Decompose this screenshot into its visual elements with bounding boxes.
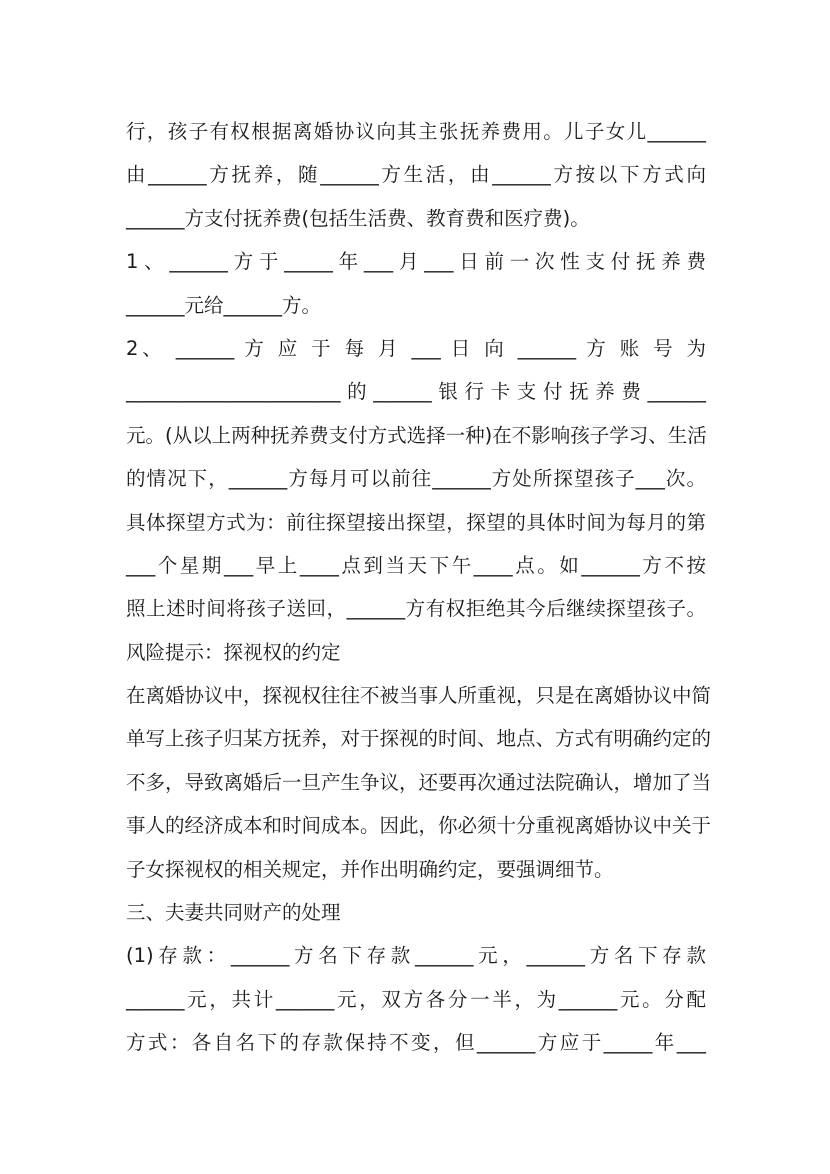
document-line: (1)存款：______方名下存款______元，______方名下存款 — [126, 944, 706, 968]
document-line: 具体探望方式为：前往探望接出探望，探望的具体时间为每月的第 — [126, 510, 706, 534]
document-line: 元。(从以上两种抚养费支付方式选择一种)在不影响孩子学习、生活 — [126, 423, 707, 447]
document-line: ______________________的______银行卡支付抚养费______ — [126, 380, 706, 404]
document-line: 2、 ______ 方 应 于 每 月 ___ 日 向 ______ 方 账 号 为 — [126, 336, 706, 360]
document-line: 事人的经济成本和时间成本。因此，你必须十分重视离婚协议中关于 — [126, 814, 712, 838]
document-line: 不多，导致离婚后一旦产生争议，还要再次通过法院确认，增加了当 — [126, 770, 712, 794]
document-line: 在离婚协议中，探视权往往不被当事人所重视，只是在离婚协议中简 — [126, 684, 712, 708]
document-line: 照上述时间将孩子送回，______方有权拒绝其今后继续探望孩子。 — [126, 597, 706, 621]
document-line: 1、______方于_____年___月___日前一次性支付抚养费 — [126, 250, 706, 274]
document-line: 由______方抚养，随______方生活，由______方按以下方式向 — [126, 163, 706, 187]
document-line: ______元，共计______元，双方各分一半，为______元。分配 — [126, 987, 706, 1011]
document-line: 方式：各自名下的存款保持不变，但______方应于_____年___ — [126, 1031, 706, 1055]
document-line: ___个星期___早上____点到当天下午____点。如______方不按 — [126, 553, 706, 577]
document-line: 行，孩子有权根据离婚协议向其主张抚养费用。儿子女儿______ — [126, 120, 706, 143]
document-page — [126, 110, 712, 1065]
document-line: 风险提示：探视权的约定 — [126, 640, 341, 664]
document-line: 单写上孩子归某方抚养，对于探视的时间、地点、方式有明确约定的 — [126, 727, 712, 751]
document-line: 的情况下，______方每月可以前往______方处所探望孩子___次。 — [126, 467, 706, 491]
document-line: ______元给______方。 — [126, 293, 322, 317]
document-line: 三、夫妻共同财产的处理 — [126, 901, 341, 925]
document-line: 子女探视权的相关规定，并作出明确约定，要强调细节。 — [126, 857, 614, 881]
document-line: ______方支付抚养费(包括生活费、教育费和医疗费)。 — [126, 206, 590, 230]
